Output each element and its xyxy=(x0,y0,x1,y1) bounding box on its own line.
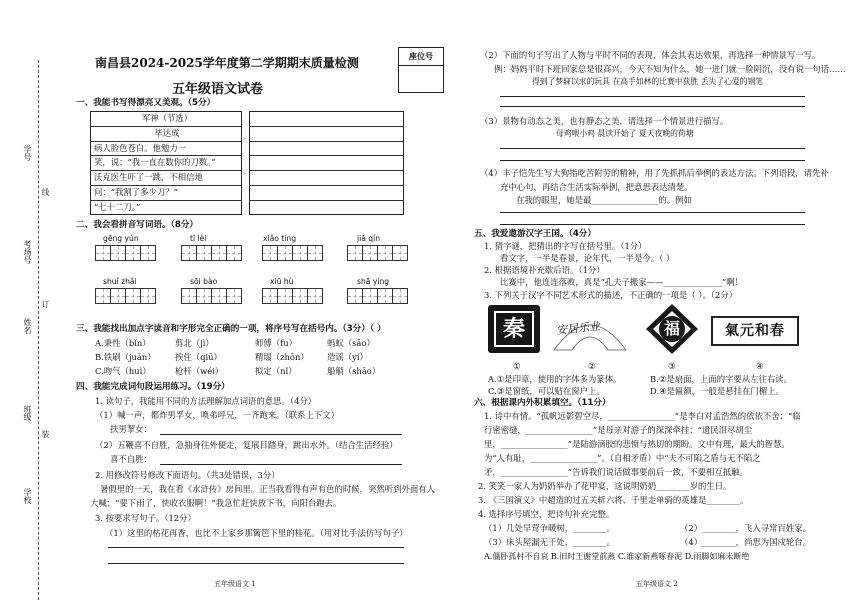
q2-writing-cell[interactable] xyxy=(277,288,293,304)
q2-writing-cell[interactable] xyxy=(110,245,126,261)
q2-writing-cell[interactable] xyxy=(181,288,197,304)
window-paper-image xyxy=(644,302,700,356)
q1-sample-line: 沃克医生吓了一跳，不相信地 xyxy=(94,172,203,183)
q2-writing-cell[interactable] xyxy=(347,245,363,261)
q2-writing-cell[interactable] xyxy=(226,288,242,304)
q2-writing-cell[interactable] xyxy=(347,288,363,304)
q2-writing-cell[interactable] xyxy=(181,245,197,261)
q5-opt-a: A.①是印章，使用的字体多为篆体。 xyxy=(488,374,622,384)
q4-title: 四、我能完成词句段运用练习。（19分） xyxy=(76,382,230,392)
label-xuehao: 学号 xyxy=(23,145,32,161)
label-xuexiao: 学校 xyxy=(23,488,32,504)
q3-option: 剪北（jì） xyxy=(175,338,214,348)
label-banji: 班级 xyxy=(23,405,32,421)
q2-pinyin-5: shuǐ zhǎi xyxy=(103,277,137,286)
q1-sample-rule xyxy=(90,170,242,171)
q5-title: 五、我爱遨游汉字王国。（4分） xyxy=(474,229,596,239)
q2-pinyin-3: xiǎo tíng xyxy=(263,234,297,243)
r3-options: 母鸡喂小鸡 晨读开始了 夏天夜晚的荷塘 xyxy=(556,129,694,138)
q4-s1b-label: 喜不自胜： xyxy=(110,454,152,464)
q1-sample-rule xyxy=(90,200,242,201)
q4-s1a: （1）喊一声，都炸男孚女，唤弟呼兄，一齐跑来。（联系上下文） xyxy=(95,410,340,420)
seat-label: 座位号 xyxy=(399,48,443,66)
q4-s1a-label: 扶男挈女： xyxy=(110,424,152,434)
q6b: 2. 笑笑一家人为奶奶举办了花甲宴，这说明奶奶________岁的生日。 xyxy=(478,481,732,491)
q6-title: 六、根据课内外积累填空。（11分） xyxy=(474,398,611,408)
q1-sample-line: 军神（节选） xyxy=(141,113,193,123)
q2-pinyin-6: sōi bào xyxy=(190,277,218,286)
q2-writing-cell[interactable] xyxy=(362,288,378,304)
label-zhuang: 装 xyxy=(41,430,50,438)
q1-sample-rule xyxy=(90,126,242,127)
q2-writing-cell[interactable] xyxy=(140,245,156,261)
q6a4: 为“人有耻，________________”。（自相矛盾）中“夫不可陷之盾与无不陷之 xyxy=(484,453,761,463)
q2-writing-cell[interactable] xyxy=(392,245,408,261)
q6a: 1. 诗中有情。“孤帆远影碧空尽，________________”是李白对孟浩然的依依不舍；“临 xyxy=(484,411,801,421)
q5a2: 看文字，一半是春景，论年代，一半是今。（ ） xyxy=(500,253,675,263)
q6a2: 行密密缝，________________”是母亲对游子的深深牵挂；“遗民泪尽胡尘 xyxy=(484,425,753,435)
r2: （2）下面的句子写出了人物与平时不同的表现，体会其表达效果，再选择一种情景写一写。 xyxy=(480,50,821,60)
q4-s1: 1. 读句子，我能用不同的方法理解加点词语的意思。（4分） xyxy=(95,396,317,406)
q1-sample-line: 笑，说：“我一直在数你的刀数。” xyxy=(94,157,216,168)
q2-writing-cell[interactable] xyxy=(307,245,323,261)
q6c: 3. 《三国演义》中超造的过五关斩六将、千里走单骑的英雄是________。 xyxy=(478,495,749,505)
q4-s3-line-1[interactable] xyxy=(108,547,404,548)
q2-writing-cell[interactable] xyxy=(226,245,242,261)
q3-option: 师傅（fu） xyxy=(255,338,297,348)
q3-option: C.吻气（huì） xyxy=(95,366,151,376)
q4-s3a: （1）这里的枯花再香，也比不上家乡那篱笆下里的桂花。（用对比手法仿写句子） xyxy=(105,528,408,538)
q3-option: 挨住（qiū） xyxy=(175,352,222,362)
q1-writing-line[interactable] xyxy=(249,185,404,186)
q5b: 2. 根据语境补充歇后语。（1分） xyxy=(484,265,605,275)
q2-writing-cell[interactable] xyxy=(196,245,212,261)
fan-image xyxy=(550,304,630,354)
q5-opt-d: D.④是匾额，一般是悬挂在门楣上。 xyxy=(650,386,784,396)
q2-writing-cell[interactable] xyxy=(110,288,126,304)
q6d1: （1）几处早莺争暖树，________。 xyxy=(484,523,615,533)
q1-title: 一、我能书写得漂亮又美观。（5分） xyxy=(76,98,216,108)
q6d3: （3）床头屋漏无干处，________。 xyxy=(484,537,615,547)
img-label-4: ④ xyxy=(756,361,764,371)
q2-pinyin-8: shā yíng xyxy=(357,277,390,286)
q4-s2b: 大喊：“要下雨了，快收衣服啊！”我急忙赶快放下书，向阳台跑去。 xyxy=(90,498,342,508)
q3-option: 船艄（shāo） xyxy=(327,366,381,376)
q3-option: 拟定（nǐ） xyxy=(255,366,297,376)
q2-writing-cell[interactable] xyxy=(140,288,156,304)
q4-s3: 3. 按要求写句子。（12分） xyxy=(95,513,196,523)
q6a5: 矛，________________”告诉我们说话做事要前后一致，不要相互抵触。 xyxy=(484,467,748,477)
q6d2: （2）________，飞入寻常百姓家。 xyxy=(680,523,811,533)
q1-sample-rule xyxy=(90,155,242,156)
q2-writing-cell[interactable] xyxy=(211,245,227,261)
img-label-2: ② xyxy=(588,361,596,371)
r3-line-2[interactable] xyxy=(500,160,805,161)
q2-writing-cell[interactable] xyxy=(95,245,111,261)
q2-pinyin-2: tǐ lèi xyxy=(190,234,207,243)
q4-s1b-line[interactable] xyxy=(160,464,402,465)
q1-writing-line[interactable] xyxy=(249,170,404,171)
seal-image xyxy=(488,305,540,353)
page-title: 南昌县2024-2025学年度第二学期期末质量检测 xyxy=(95,56,359,70)
q2-title: 二、我会看拼音写词语。（8分） xyxy=(76,220,198,230)
q1-writing-line[interactable] xyxy=(249,155,404,156)
q2-writing-cell[interactable] xyxy=(262,245,278,261)
q1-sample-line: 问：“我割了多少刀？” xyxy=(94,187,178,197)
q2-writing-cell[interactable] xyxy=(292,288,308,304)
r2-options: 得到了梦寐以求的玩具 在高手如林的比赛中获胜 丢失了心爱的钢笔 xyxy=(532,77,764,86)
r4b: 充中心句，再结合生活实际举例，把意思表达清楚。 xyxy=(500,182,693,192)
q2-pinyin-7: xiū hù xyxy=(270,277,294,286)
label-xingming: 姓名 xyxy=(23,318,32,334)
q6d4: （4）________，尚思为国戍轮台。 xyxy=(680,537,811,547)
q3-option: 蚂蚁（sāo） xyxy=(327,338,375,348)
footer-left: 五年级语文 1 xyxy=(214,580,256,588)
label-ding: 订 xyxy=(41,300,50,308)
r2a: 例：妈妈平时下班回家总是很高兴，今天不知为什么，她一进门就一脸阴沉，没有说一句话…… xyxy=(494,64,846,74)
q5b2: 比赛中，他连连落败，真是“孔夫子搬家——______________”啊！ xyxy=(500,277,744,287)
q2-pinyin-4: jiā qín xyxy=(357,234,381,243)
q2-writing-cell[interactable] xyxy=(125,288,141,304)
r4-line-2[interactable] xyxy=(500,224,805,225)
seal-char: 秦 xyxy=(494,311,534,347)
q1-writing-line[interactable] xyxy=(249,141,404,142)
q1-sample-line: 毕达成 xyxy=(154,127,180,138)
q2-pinyin-1: gēng yún xyxy=(103,234,139,243)
q3-option: 枪杆（wéi） xyxy=(175,366,224,376)
q2-writing-cell[interactable] xyxy=(392,288,408,304)
q4-s3-line-2[interactable] xyxy=(108,563,404,564)
q5a: 1. 猜字谜，把猜出的字写在括号里。（1分） xyxy=(484,241,647,251)
q3-option: 精塌（zhōn） xyxy=(255,352,309,362)
q1-sample-line: 病人脸色苍白。他勉力一 xyxy=(94,142,187,153)
r3-line-1[interactable] xyxy=(500,148,805,149)
q3-option: 造谣（yí） xyxy=(327,352,368,362)
r3: （3）景物有动态之美，也有静态之美，请选择一个情景进行描写。 xyxy=(480,116,729,126)
footer-right: 五年级语文 2 xyxy=(636,580,678,588)
q2-writing-cell[interactable] xyxy=(125,245,141,261)
q2-writing-cell[interactable] xyxy=(262,288,278,304)
q4-s1b: （2）五鞭喜不自胜，急抽身往外便走，复展目踏身，跳出水外。（结合生活经验） xyxy=(95,440,398,450)
r2-line-1[interactable] xyxy=(500,96,805,97)
q3-option: B.铁刷（juān） xyxy=(95,352,156,362)
q1-sample-line: “七十二刀。” xyxy=(94,201,141,212)
r4c: 在我的眼里，她是最________________的。例如 xyxy=(516,195,692,205)
q2-writing-cell[interactable] xyxy=(377,245,393,261)
q4-s1a-line[interactable] xyxy=(160,434,402,435)
r2-line-2[interactable] xyxy=(500,106,805,107)
q2-writing-cell[interactable] xyxy=(307,288,323,304)
seat-box xyxy=(398,47,444,93)
q5-opt-b: B.②是扇面，上面的字要从左往右读。 xyxy=(650,374,792,384)
img-label-1: ① xyxy=(513,361,521,371)
binding-line xyxy=(38,60,39,600)
q6a3: 里，________________”是陆游滴胶的悲愤与热切的期盼。文中有理，最大的智慧。 xyxy=(484,439,790,449)
q2-writing-cell[interactable] xyxy=(292,245,308,261)
q6d: 4. 选择序号填空，把诗句补充完整。 xyxy=(478,509,615,519)
q6-options: A.僵卧孤村不自哀 B.旧时王谢堂前燕 C.谁家新燕啄春泥 D.雨脚如麻未断绝 xyxy=(484,552,750,561)
fan-text: 安居乐业 xyxy=(555,319,601,338)
img-label-3: ③ xyxy=(668,361,676,371)
q4-s2: 2. 用修改符号修改下面语句。（共3处错误，3分） xyxy=(95,470,280,480)
q2-writing-cell[interactable] xyxy=(95,288,111,304)
r4-line-1[interactable] xyxy=(500,212,805,213)
q5c: 3. 下列关于汉字不同艺术形式的描述，不正确的一项是（ ）。（2分） xyxy=(484,290,738,300)
q2-writing-cell[interactable] xyxy=(277,245,293,261)
q4-s2a: 暑假里的一天，我在看《水浒传》房间里。正当我看得有声有色的时候，突然听到外面有人 xyxy=(100,484,435,494)
q2-writing-cell[interactable] xyxy=(196,288,212,304)
q3-option: A.秉性（bǐn） xyxy=(95,338,151,348)
q1-sample-rule xyxy=(90,141,242,142)
label-kaohao: 考场号 xyxy=(23,240,32,264)
fu-char: 福 xyxy=(663,319,680,338)
q5-opt-c: C.③是窗纸，可以贴在窗户上。 xyxy=(488,386,605,396)
label-xian: 线 xyxy=(41,188,50,196)
q1-writing-line[interactable] xyxy=(249,126,404,127)
q2-writing-cell[interactable] xyxy=(362,245,378,261)
page-subtitle: 五年级语文试卷 xyxy=(172,82,264,97)
r4: （4）丰子恺先生写大狗指吃苦附劳的精神，用了先抓抓后举例的表达方法。下列语段，请先补 xyxy=(480,168,829,178)
q2-writing-cell[interactable] xyxy=(211,288,227,304)
banner-image: 氣元和春 xyxy=(711,316,799,346)
q1-sample-rule xyxy=(90,185,242,186)
q1-writing-line[interactable] xyxy=(249,200,404,201)
q3-title: 三、我能找出加点字读音和字形完全正确的一项，将序号写在括号内。（3分）（ ） xyxy=(76,324,386,334)
q2-writing-cell[interactable] xyxy=(377,288,393,304)
